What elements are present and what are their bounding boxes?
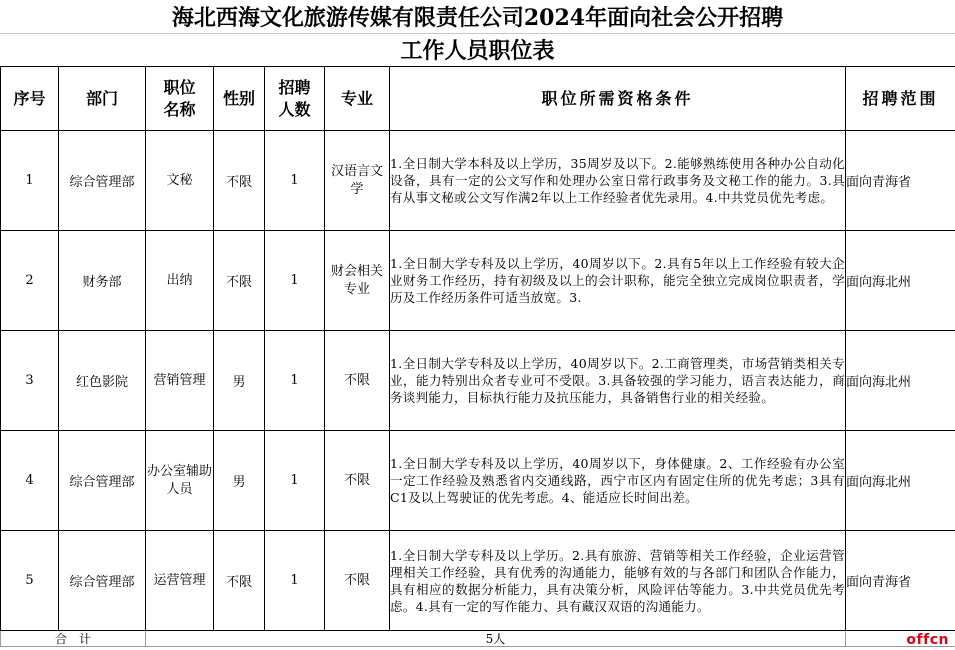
total-value: 5人 <box>146 631 846 647</box>
cell-major: 不限 <box>325 531 390 631</box>
cell-range: 面向青海省 <box>846 131 955 231</box>
total-row <box>1 631 955 647</box>
table-row <box>1 431 955 531</box>
cell-gender: 不限 <box>214 131 265 231</box>
total-label: 合 计 <box>1 631 146 647</box>
cell-range: 面向海北州 <box>846 331 955 431</box>
positions-table <box>0 66 955 647</box>
header-count: 招聘人数 <box>265 67 325 131</box>
header-major: 专业 <box>325 67 390 131</box>
cell-position: 出纳 <box>146 231 214 331</box>
table-row <box>1 531 955 631</box>
cell-count: 1 <box>265 331 325 431</box>
cell-count: 1 <box>265 231 325 331</box>
cell-seq: 4 <box>1 431 59 531</box>
cell-requirements: 1.全日制大学专科及以上学历。2.具有旅游、营销等相关工作经验，企业运营管理相关工作经验，具有优秀的沟通能力，能够有效的与各部门和团队合作能力，具有相应的数据分析能力，具有决策分析，风险评估等能力。3.中共党员优先考虑。4.具有一定的写作能力、具有藏汉双语的沟通能力。 <box>390 531 846 631</box>
header-dept: 部门 <box>59 67 146 131</box>
header-range: 招聘范围 <box>846 67 955 131</box>
cell-gender: 不限 <box>214 231 265 331</box>
title-divider <box>0 33 955 34</box>
table-row <box>1 231 955 331</box>
cell-position: 运营管理 <box>146 531 214 631</box>
cell-requirements: 1.全日制大学专科及以上学历，40周岁以下。2.具有5年以上工作经验有较大企业财务工作经历，持有初级及以上的会计职称，能完全独立完成岗位职责者，学历及工作经历条件可适当放宽。3. <box>390 231 846 331</box>
header-gender: 性别 <box>214 67 265 131</box>
cell-gender: 不限 <box>214 531 265 631</box>
cell-range: 面向海北州 <box>846 231 955 331</box>
document-title-line1: 海北西海文化旅游传媒有限责任公司2024年面向社会公开招聘 <box>171 5 784 31</box>
cell-count: 1 <box>265 131 325 231</box>
cell-dept: 财务部 <box>59 231 146 331</box>
cell-requirements: 1.全日制大学专科及以上学历，40周岁以下。2.工商管理类，市场营销类相关专业，能力特别出众者专业可不受限。3.具备较强的学习能力，语言表达能力，商务谈判能力，目标执行能力及抗压能力，具备销售行业的相关经验。 <box>390 331 846 431</box>
table-header-row <box>1 67 955 131</box>
cell-requirements: 1.全日制大学本科及以上学历，35周岁及以下。2.能够熟练使用各种办公自动化设备，具有一定的公文写作和处理办公室日常行政事务及文秘工作的能力。3.具有从事文秘或公文写作满2年以上工作经验者优先录用。4.中共党员优先考虑。 <box>390 131 846 231</box>
header-seq: 序号 <box>1 67 59 131</box>
cell-dept: 综合管理部 <box>59 131 146 231</box>
cell-dept: 综合管理部 <box>59 431 146 531</box>
cell-dept: 红色影院 <box>59 331 146 431</box>
cell-dept: 综合管理部 <box>59 531 146 631</box>
cell-seq: 1 <box>1 131 59 231</box>
cell-major: 财会相关专业 <box>325 231 390 331</box>
cell-seq: 3 <box>1 331 59 431</box>
offcn-logo: offcn <box>906 632 949 648</box>
cell-major: 不限 <box>325 331 390 431</box>
document-title-line2: 工作人员职位表 <box>400 38 555 64</box>
cell-seq: 2 <box>1 231 59 331</box>
cell-position: 办公室辅助人员 <box>146 431 214 531</box>
header-requirements: 职位所需资格条件 <box>390 67 846 131</box>
table-row <box>1 131 955 231</box>
cell-gender: 男 <box>214 331 265 431</box>
header-position: 职位名称 <box>146 67 214 131</box>
cell-gender: 男 <box>214 431 265 531</box>
cell-range: 面向青海省 <box>846 531 955 631</box>
cell-position: 文秘 <box>146 131 214 231</box>
cell-requirements: 1.全日制大学专科及以上学历，40周岁以下，身体健康。2、工作经验有办公室一定工作经验及熟悉省内交通线路，西宁市区内有固定住所的优先考虑；3具有C1及以上驾驶证的优先考虑。4、能适应长时间出差。 <box>390 431 846 531</box>
cell-major: 汉语言文学 <box>325 131 390 231</box>
cell-range: 面向海北州 <box>846 431 955 531</box>
cell-major: 不限 <box>325 431 390 531</box>
cell-seq: 5 <box>1 531 59 631</box>
cell-position: 营销管理 <box>146 331 214 431</box>
cell-count: 1 <box>265 531 325 631</box>
table-row <box>1 331 955 431</box>
cell-count: 1 <box>265 431 325 531</box>
